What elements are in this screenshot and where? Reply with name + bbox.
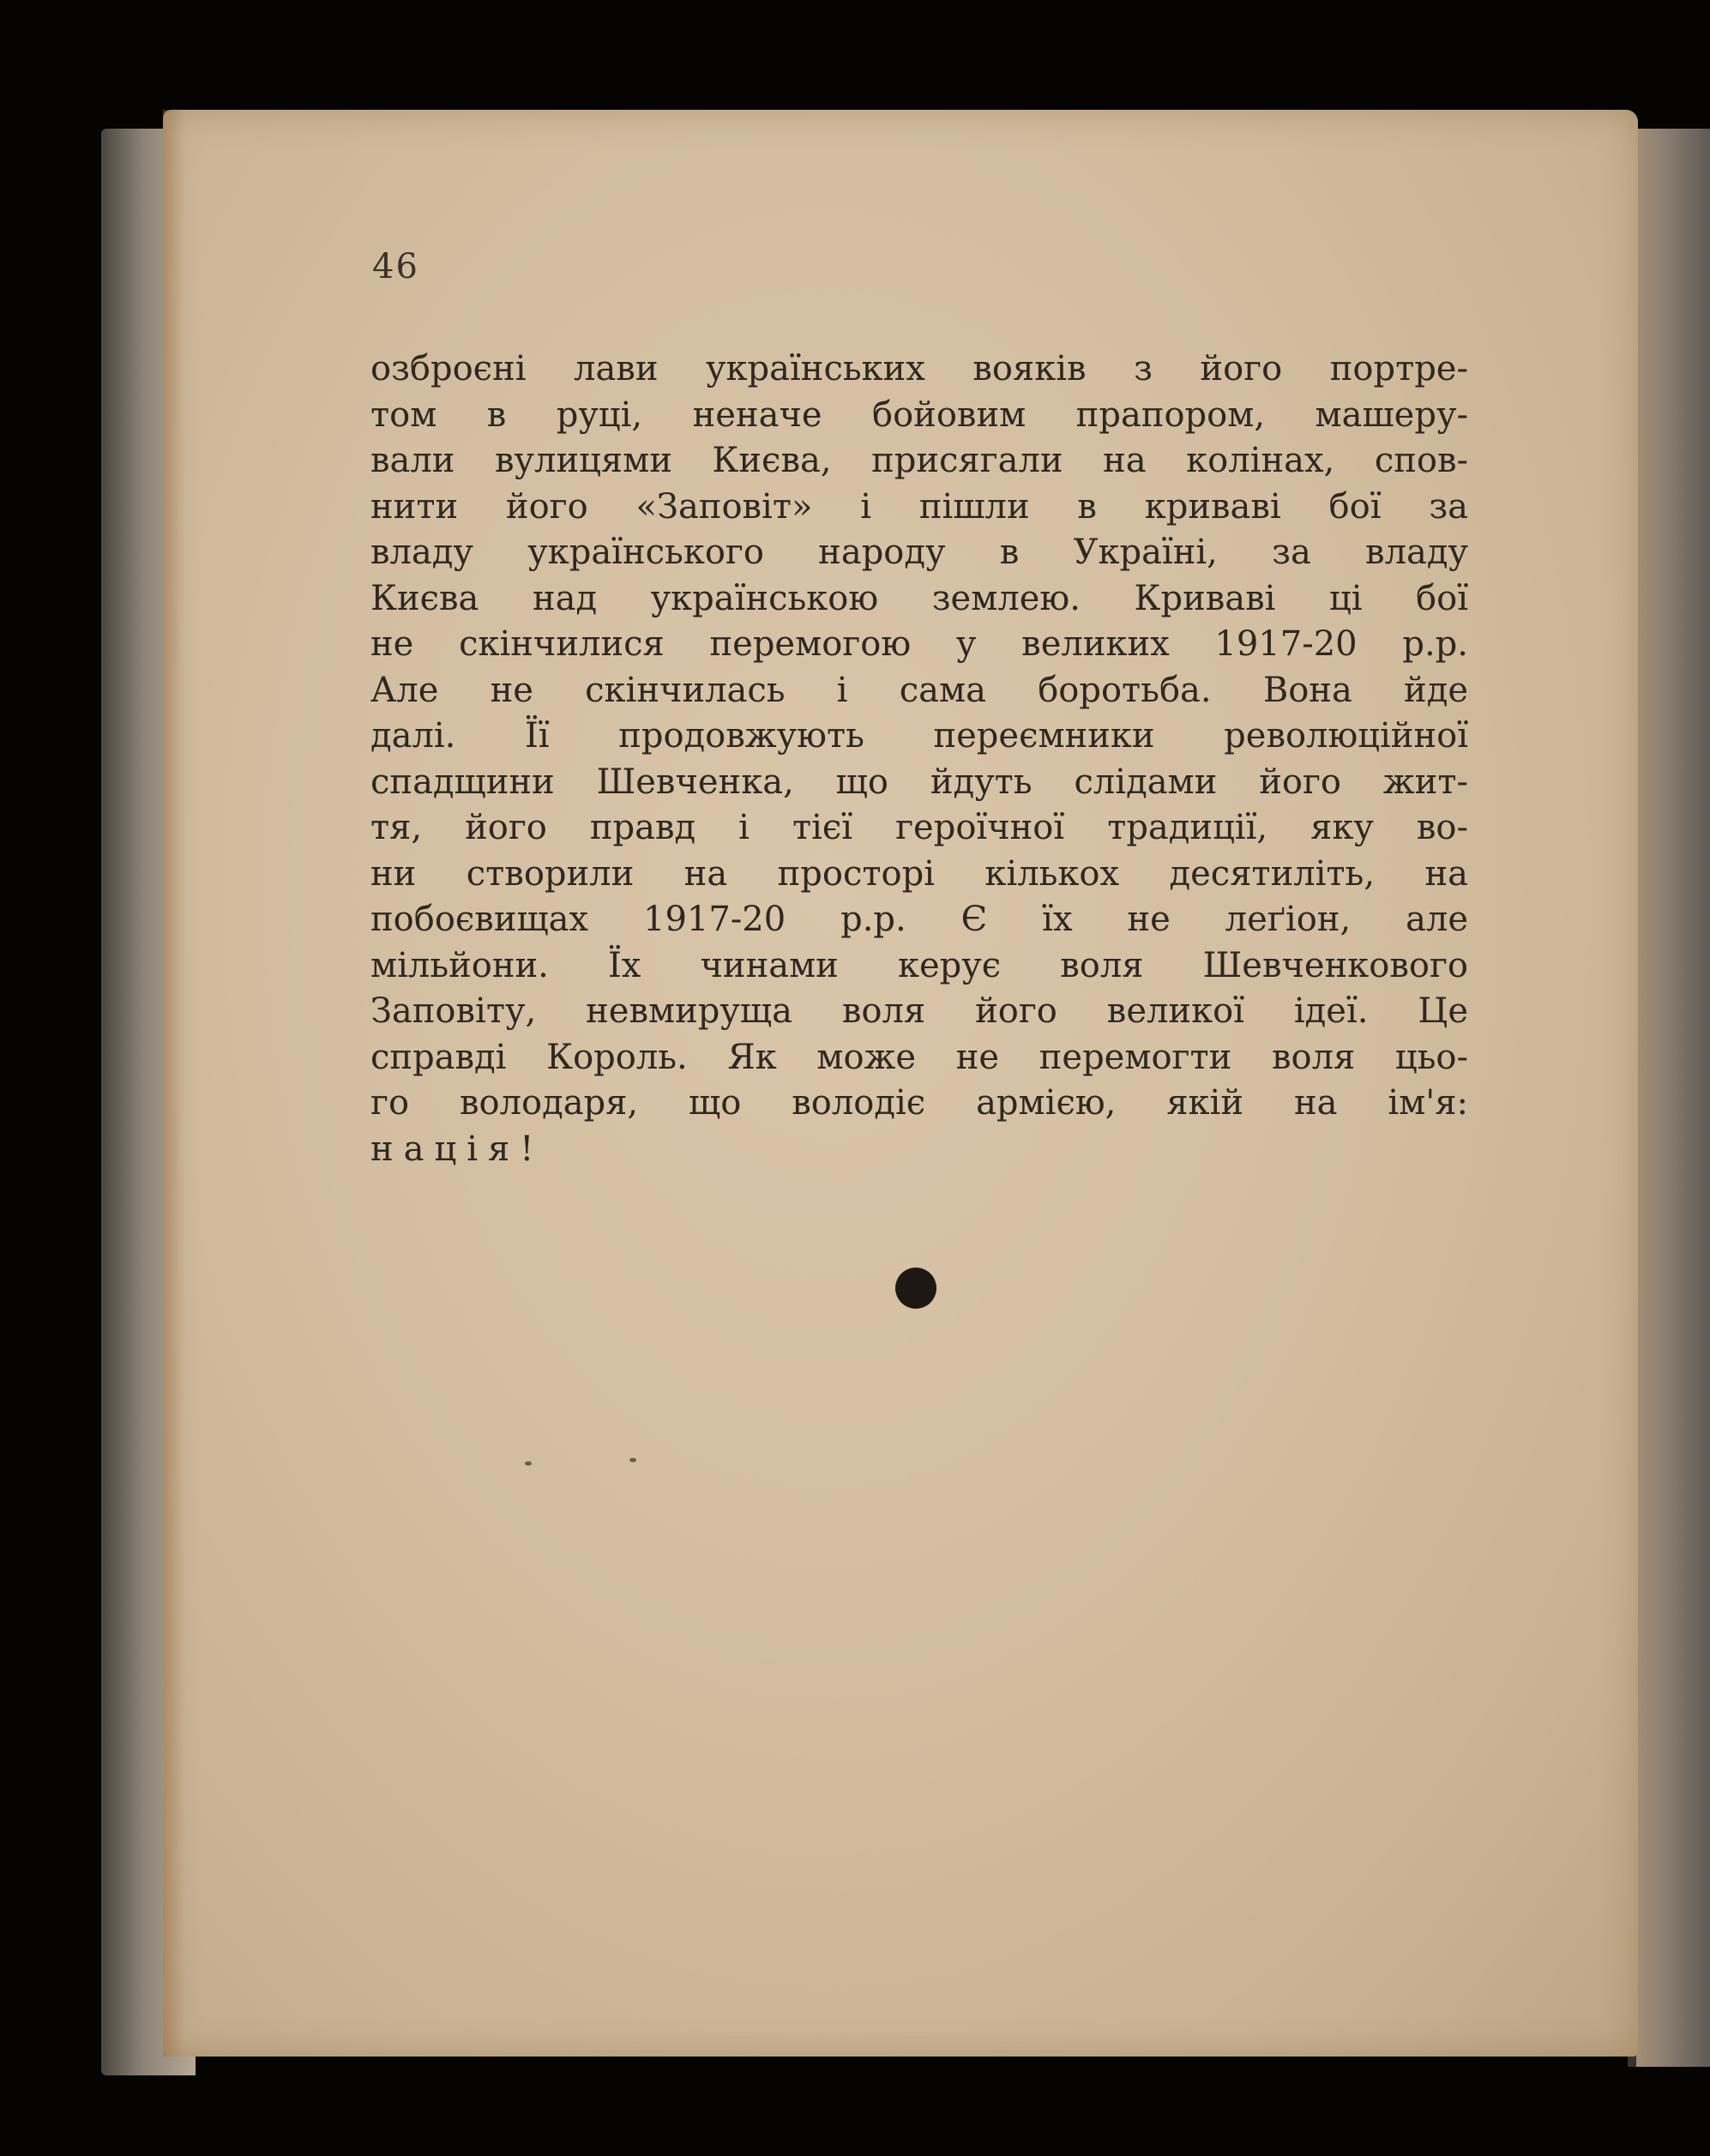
text-line: Заповіту, невмируща воля його великої ідеї. Це [370, 991, 1468, 1031]
text-line: Але не скінчилась і сама боротьба. Вона йде [370, 670, 1468, 710]
text-line: нити його «Заповіт» і пішли в криваві бої за [370, 486, 1468, 527]
text-line: ни створили на просторі кількох десятиліть, на [370, 853, 1468, 894]
text-line: не скінчилися перемогою у великих 1917-20 р.р. [370, 624, 1468, 664]
text-line: озброєні лави українських вояків з його портре- [370, 349, 1468, 388]
text-line: владу українського народу в Україні, за владу [370, 533, 1468, 572]
text-line: далі. Її продовжують переємники революційної [370, 716, 1468, 756]
text-line: том в руці, неначе бойовим прапором, машеру- [370, 394, 1468, 435]
page-number: 46 [372, 247, 419, 286]
text-line: побоєвищах 1917-20 р.р. Є їх не леґіон, але [370, 900, 1468, 939]
page-text [370, 346, 1468, 1172]
end-ornament-dot-icon [895, 1268, 936, 1309]
text-line: тя, його правд і тієї героїчної традиції, яку во- [370, 808, 1468, 847]
paper-speck [525, 1461, 532, 1466]
text-line: вали вулицями Києва, присягали на колінах, спов- [370, 441, 1468, 480]
text-line: спадщини Шевченка, що йдуть слідами його жит- [370, 762, 1468, 802]
text-line: Києва над українською землею. Криваві ці бої [370, 578, 1468, 618]
text-line: мільйони. Їх чинами керує воля Шевченкового [370, 945, 1468, 985]
paper-speck [629, 1458, 636, 1462]
text-line: нація! [370, 1129, 545, 1169]
adjacent-page-edge [1628, 129, 1710, 2067]
text-line: справді Король. Як може не перемогти воля цьо- [370, 1037, 1468, 1077]
text-line: го володаря, що володіє армією, якій на ім'я: [370, 1083, 1468, 1123]
